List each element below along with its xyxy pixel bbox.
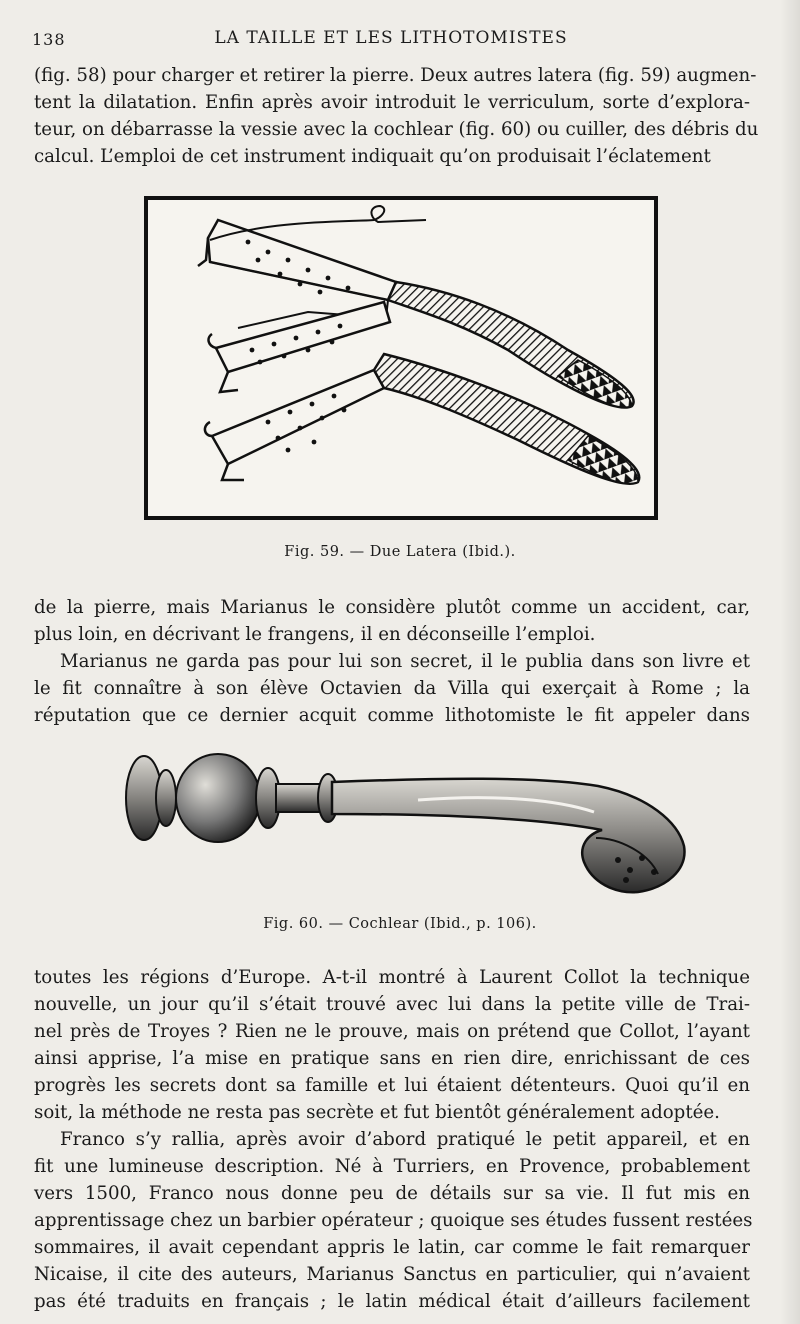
text-line: fit une lumineuse description. Né à Turriers, en Provence, probablement: [34, 1156, 750, 1177]
paragraph-5: [34, 1126, 753, 1315]
page-edge-shadow: [780, 0, 800, 1324]
figure-60-cochlear: [118, 742, 692, 902]
text-line: pas été traduits en français ; le latin médical était d’ailleurs facilement: [34, 1291, 750, 1312]
text-line: de la pierre, mais Marianus le considère plutôt comme un accident, car,: [34, 597, 750, 618]
text-line: nouvelle, un jour qu’il s’était trouvé avec lui dans la petite ville de Trai-: [34, 994, 750, 1015]
text-line: tent la dilatation. Enfin après avoir introduit le verriculum, sorte d’explora-: [34, 92, 750, 113]
text-line: nel près de Troyes ? Rien ne le prouve, mais on prétend que Collot, l’ayant: [34, 1021, 750, 1042]
text-line: progrès les secrets dont sa famille et lui étaient détenteurs. Quoi qu’il en: [34, 1075, 750, 1096]
figure-59-caption: Fig. 59. — Due Latera (Ibid.).: [284, 544, 516, 560]
text-line: sommaires, il avait cependant appris le latin, car comme le fait remarquer: [34, 1237, 750, 1258]
figure-60-caption: Fig. 60. — Cochlear (Ibid., p. 106).: [263, 916, 537, 932]
page-header: [32, 26, 750, 54]
text-line: réputation que ce dernier acquit comme lithotomiste le fit appeler dans: [34, 705, 750, 726]
figure-59-due-latera: [144, 196, 658, 520]
text-line: Marianus ne garda pas pour lui son secret, il le publia dans son livre et: [60, 651, 750, 672]
paragraph-4: [34, 964, 750, 1126]
text-line: vers 1500, Franco nous donne peu de détails sur sa vie. Il fut mis en: [34, 1183, 750, 1204]
text-line: ainsi apprise, l’a mise en pratique sans en rien dire, enrichissant de ces: [34, 1048, 750, 1069]
text-line: (fig. 58) pour charger et retirer la pierre. Deux autres latera (fig. 59) augmen-: [34, 65, 757, 86]
text-line: soit, la méthode ne resta pas secrète et fut bientôt généralement adoptée.: [34, 1102, 720, 1123]
text-line: teur, on débarrasse la vessie avec la cochlear (fig. 60) ou cuiller, des débris du: [34, 119, 759, 140]
text-line: Nicaise, il cite des auteurs, Marianus Sanctus en particulier, qui n’avaient: [34, 1264, 750, 1285]
paragraph-3: [34, 648, 750, 729]
page-number: 138: [32, 30, 66, 49]
text-line: le fit connaître à son élève Octavien da Villa qui exerçait à Rome ; la: [34, 678, 750, 699]
running-title: LA TAILLE ET LES LITHOTOMISTES: [214, 28, 568, 48]
paragraph-1: [34, 62, 759, 170]
text-line: plus loin, en décrivant le frangens, il en déconseille l’emploi.: [34, 624, 596, 645]
paragraph-2: [34, 594, 750, 648]
due-latera-illustration: [148, 200, 654, 516]
text-line: toutes les régions d’Europe. A-t-il montré à Laurent Collot la technique: [34, 967, 750, 988]
text-line: calcul. L’emploi de cet instrument indiquait qu’on produisait l’éclatement: [34, 146, 711, 167]
text-line: Franco s’y rallia, après avoir d’abord pratiqué le petit appareil, et en: [60, 1129, 750, 1150]
cochlear-illustration: [118, 742, 692, 902]
text-line: apprentissage chez un barbier opérateur ; quoique ses études fussent restées: [34, 1210, 753, 1231]
